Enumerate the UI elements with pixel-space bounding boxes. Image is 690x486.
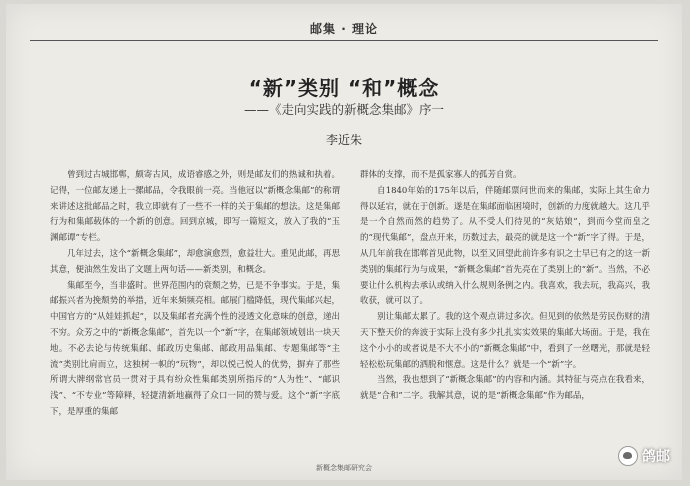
watermark <box>618 446 670 466</box>
bird-logo-icon <box>618 446 638 466</box>
article-subtitle: ——《走向实践的新概念集邮》序一 <box>243 102 444 117</box>
article-title: “新”类别 “和”概念 <box>248 76 440 100</box>
text-column-left <box>50 168 340 421</box>
magazine-page <box>6 4 682 480</box>
paragraph: 群体的支撑，而不是孤家寡人的孤芳自赏。 <box>360 170 522 180</box>
paragraph: 曾到过古城邯郸，颇寄古风，成语睿感之外，则是邮友们的热诚和执着。记得，一位邮友递上一摞邮品，令我眼前一亮。当他冠以“新概念集邮”的称谓来讲述这批邮品之时，我立即就有了一些不一样的关于集邮的想法。这是集邮行为和集邮载体的一个新的创意。回到京城，即写一篇短文，放入了我的“玉渊邮谭”专栏。 <box>50 170 340 244</box>
paragraph: 别让集邮太累了。我的这个观点讲过多次。但见到的依然是劳民伤财的清天下整天价的奔波于实际上没有多少扎扎实实效果的集邮大场面。于是，我在这个小小的或者说是不大不小的“新概念集邮”中，看到了一丝曙光，那就是轻轻松松玩集邮的洒脱和惬意。这是什么？就是一个“新”字。 <box>360 312 650 370</box>
paragraph: 集邮至今，当非盛时。世界范围内的衰颓之势，已是不争事实。于是，集邮振兴者为挽颓势的举措，近年来频频亮相。邮展门槛降低，现代集邮兴起，中国官方的“从娃娃抓起”，以及集邮者充满个性的浸透文化意味的创意，递出不穷。众芳之中的“新概念集邮”，首先以一个“新”字，在集邮领域划出一块天地。不必去论与传统集邮、邮政历史集邮、邮政用品集邮、专题集邮等“主流”类别比肩而立，这独树一帜的“玩物”，却以悦己悦人的优势，摒弃了那些所谓大牌纲常官员一贯对于具有纷众性集邮类别所指斥的“人为性”、“邮识浅”、“不专业”等障释，轻捷清新地赢得了众口一同的赞与爱。这个“新”字底下，是厚重的集邮 <box>50 280 340 417</box>
paragraph: 自1840年始的175年以后，伴随邮票问世而来的集邮，实际上其生命力得以延宕，就在于创新。遂是在集邮面临困境时，创新的力度就越大。这几乎是一个自然而然的趋势了。从不受人们待见的“灰姑娘”，到而今堂而皇之的“现代集邮”，盘点开来，历数过去，最亮的就是这一个“新”字了得。于是，从几年前我在邯郸首见此物，以至又回望此前许多有识之士早已有之的这一新类别的集邮行为与成果，“新概念集邮”首先亮在了类别上的“新”。当然，不必要让什么机构去承认或纳入什么规则条例之内。我喜欢，我去玩，我高兴，我收获，就可以了。 <box>360 185 650 307</box>
section-header: 邮集 · 理论 <box>310 22 378 36</box>
watermark-text: 鸽邮 <box>642 449 670 465</box>
page-footer: 新概念集邮研究会 <box>316 464 372 472</box>
header-divider <box>30 40 658 41</box>
article-author: 李近朱 <box>325 133 362 147</box>
text-column-right <box>360 168 650 405</box>
paragraph: 几年过去，这个“新概念集邮”，却愈演愈烈，愈益壮大。重见此邮，再思其意，便油然生发出了文题上两句话——新类别，和概念。 <box>50 248 340 275</box>
paragraph: 当然，我也想到了“新概念集邮”的内容和内涵。其特征与亮点在我看来，就是“合和”二字。我解其意，说的是“新概念集邮”作为邮品， <box>360 375 650 402</box>
